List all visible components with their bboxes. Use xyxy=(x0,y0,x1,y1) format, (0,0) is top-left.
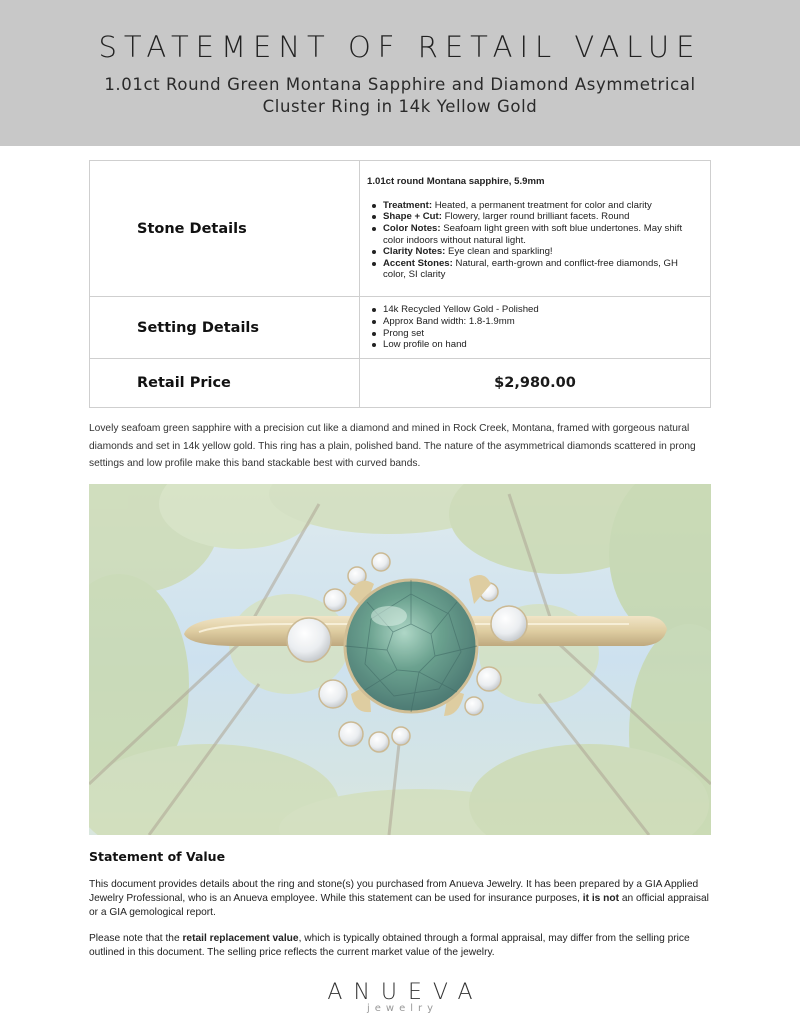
list-item: Low profile on hand xyxy=(383,339,700,351)
stone-details-label: Stone Details xyxy=(90,161,360,297)
stone-details-row xyxy=(90,161,711,297)
statement-paragraph-2 xyxy=(89,932,714,960)
item-value: Seafoam light green with soft blue undertones. May shift color indoors without natural light. xyxy=(383,222,683,246)
item-value: Flowery, larger round brilliant facets. Round xyxy=(441,211,630,223)
retail-price-row xyxy=(90,359,711,408)
stone-details-value xyxy=(360,161,711,297)
retail-price-label: Retail Price xyxy=(90,359,360,408)
text-run: Please note that the xyxy=(89,933,183,944)
list-item: Prong set xyxy=(383,328,700,340)
setting-details-label: Setting Details xyxy=(90,297,360,359)
subtitle-line-1: 1.01ct Round Green Montana Sapphire and Diamond Asymmetrical xyxy=(104,75,696,94)
setting-details-list xyxy=(367,304,700,350)
details-table xyxy=(89,160,711,408)
emphasis-text: it is not xyxy=(582,892,620,904)
setting-details-value xyxy=(360,297,711,359)
list-item: Approx Band width: 1.8-1.9mm xyxy=(383,316,700,328)
text-run: an official appraisal or a GIA gemological report. xyxy=(89,892,709,918)
list-item: 14k Recycled Yellow Gold - Polished xyxy=(383,304,700,316)
item-key: Treatment: xyxy=(383,199,433,211)
list-item xyxy=(383,258,700,281)
ring-description: Lovely seafoam green sapphire with a precision cut like a diamond and mined in Rock Creek, Montana, framed with gorgeous natural diamonds and set in 14k yellow gold. This ring has a plain, polished band. The nature of the asymmetrical diamonds scattered in prong settings and low profile make this band stackable best with curved bands. xyxy=(89,423,696,469)
list-item xyxy=(383,211,700,223)
ring-photo xyxy=(89,484,711,835)
item-key: Clarity Notes: xyxy=(383,246,446,258)
stone-details-list xyxy=(367,200,700,281)
anueva-logo xyxy=(0,980,800,1014)
retail-price-value: $2,980.00 xyxy=(360,359,711,408)
item-key: Color Notes: xyxy=(383,222,441,234)
statement-paragraph-1 xyxy=(89,878,714,919)
logo-name: ANUEVA xyxy=(327,980,484,1005)
item-value: Heated, a permanent treatment for color and clarity xyxy=(432,199,652,211)
stone-title: 1.01ct round Montana sapphire, 5.9mm xyxy=(367,176,545,188)
logo-tagline: jewelry xyxy=(366,1003,439,1014)
page-subtitle xyxy=(0,74,800,118)
subtitle-line-2: Cluster Ring in 14k Yellow Gold xyxy=(262,97,538,116)
ring-illustration xyxy=(89,484,711,835)
header-banner xyxy=(0,0,800,146)
list-item xyxy=(383,200,700,212)
text-run: This document provides details about the ring and stone(s) you purchased from Anueva Jewelry. It has been prepared by a GIA Applied Jewelry Professional, who is an Anueva employee. While this statement can be used for insurance purposes, xyxy=(89,879,699,904)
emphasis-text: retail replacement value xyxy=(182,933,299,944)
list-item xyxy=(383,223,700,246)
text-run: , which is typically obtained through a formal appraisal, may differ from the selling price outlined in this document. The selling price reflects the current market value of the jewelry. xyxy=(89,933,690,958)
item-value: Natural, earth-grown and conflict-free diamonds, GH color, SI clarity xyxy=(383,257,678,281)
item-key: Shape + Cut: xyxy=(383,211,442,223)
page-title: STATEMENT OF RETAIL VALUE xyxy=(98,30,702,64)
list-item xyxy=(383,246,700,258)
setting-details-row xyxy=(90,297,711,359)
item-key: Accent Stones: xyxy=(383,257,453,269)
statement-title: Statement of Value xyxy=(89,849,226,864)
item-value: Eye clean and sparkling! xyxy=(445,246,553,258)
